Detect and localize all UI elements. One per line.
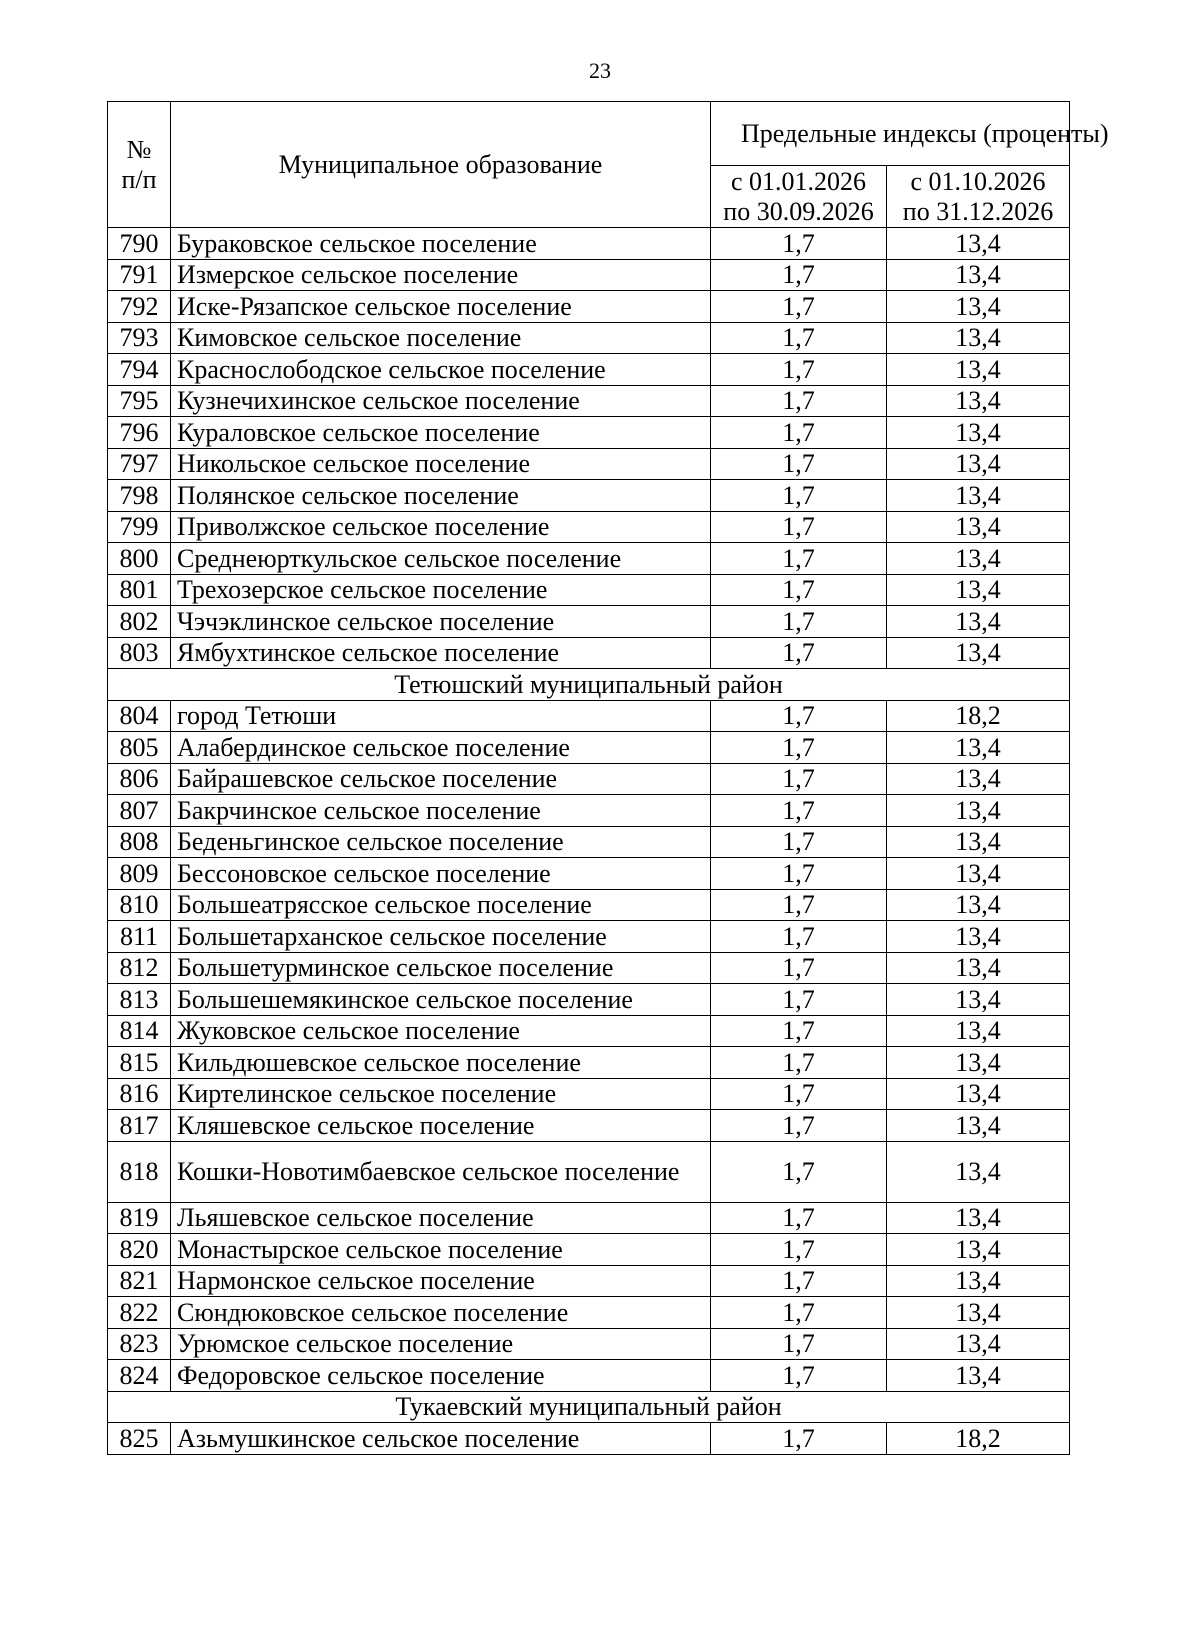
municipality-name: Приволжское сельское поселение: [171, 511, 711, 543]
table-header: [108, 102, 1109, 228]
index-period-1: 1,7: [711, 1141, 887, 1202]
index-period-1: 1,7: [711, 291, 887, 323]
municipality-name: Измерское сельское поселение: [171, 259, 711, 291]
row-number: 801: [108, 574, 171, 606]
index-period-2: 13,4: [887, 417, 1070, 449]
index-period-2: 13,4: [887, 637, 1070, 669]
municipality-name: Бакрчинское сельское поселение: [171, 795, 711, 827]
index-period-1: 1,7: [711, 448, 887, 480]
header-period-2: [887, 166, 1070, 228]
district-name: Тукаевский муниципальный район: [108, 1391, 1070, 1423]
row-number: 792: [108, 291, 171, 323]
municipality-name: Большеатрясское сельское поселение: [171, 889, 711, 921]
header-period-1-to: по 30.09.2026: [723, 196, 874, 226]
municipality-name: Льяшевское сельское поселение: [171, 1202, 711, 1234]
index-period-2: 13,4: [887, 732, 1070, 764]
row-number: 807: [108, 795, 171, 827]
index-period-1: 1,7: [711, 858, 887, 890]
row-number: 824: [108, 1360, 171, 1392]
index-period-2: 13,4: [887, 385, 1070, 417]
index-period-1: 1,7: [711, 322, 887, 354]
table-row: [108, 259, 1070, 291]
row-number: 816: [108, 1078, 171, 1110]
table-row: [108, 732, 1070, 764]
index-period-1: 1,7: [711, 417, 887, 449]
index-period-2: 13,4: [887, 448, 1070, 480]
index-period-2: 13,4: [887, 858, 1070, 890]
municipality-name: Кузнечихинское сельское поселение: [171, 385, 711, 417]
municipality-name: Кураловское сельское поселение: [171, 417, 711, 449]
index-period-1: 1,7: [711, 480, 887, 512]
municipality-name: Сюндюковское сельское поселение: [171, 1297, 711, 1329]
table-row: [108, 637, 1070, 669]
municipality-name: Никольское сельское поселение: [171, 448, 711, 480]
index-period-1: 1,7: [711, 1047, 887, 1079]
page-number: 23: [589, 58, 611, 83]
table-row: [108, 952, 1070, 984]
index-period-1: 1,7: [711, 1328, 887, 1360]
index-period-1: 1,7: [711, 732, 887, 764]
row-number: 797: [108, 448, 171, 480]
index-period-1: 1,7: [711, 228, 887, 260]
municipality-name: Федоровское сельское поселение: [171, 1360, 711, 1392]
row-number: 803: [108, 637, 171, 669]
row-number: 823: [108, 1328, 171, 1360]
index-period-2: 13,4: [887, 354, 1070, 386]
row-number: 804: [108, 700, 171, 732]
index-period-2: 13,4: [887, 921, 1070, 953]
index-period-1: 1,7: [711, 700, 887, 732]
row-number: 794: [108, 354, 171, 386]
index-period-1: 1,7: [711, 1297, 887, 1329]
municipality-name: Монастырское сельское поселение: [171, 1234, 711, 1266]
index-period-1: 1,7: [711, 1015, 887, 1047]
table-row: [108, 417, 1070, 449]
index-period-2: 13,4: [887, 1015, 1070, 1047]
index-period-1: 1,7: [711, 1360, 887, 1392]
index-period-1: 1,7: [711, 984, 887, 1016]
municipality-name: Киртелинское сельское поселение: [171, 1078, 711, 1110]
municipality-name: Беденьгинское сельское поселение: [171, 826, 711, 858]
row-number: 808: [108, 826, 171, 858]
municipality-name: Бессоновское сельское поселение: [171, 858, 711, 890]
index-period-1: 1,7: [711, 763, 887, 795]
row-number: 798: [108, 480, 171, 512]
row-number: 800: [108, 543, 171, 575]
index-period-2: 13,4: [887, 511, 1070, 543]
municipality-name: Большетарханское сельское поселение: [171, 921, 711, 953]
municipality-name: Нармонское сельское поселение: [171, 1265, 711, 1297]
row-number: 822: [108, 1297, 171, 1329]
row-number: 820: [108, 1234, 171, 1266]
municipality-name: Жуковское сельское поселение: [171, 1015, 711, 1047]
municipality-name: Ямбухтинское сельское поселение: [171, 637, 711, 669]
row-number: 795: [108, 385, 171, 417]
index-period-1: 1,7: [711, 259, 887, 291]
index-period-1: 1,7: [711, 1078, 887, 1110]
table-row: [108, 574, 1070, 606]
index-period-2: 13,4: [887, 228, 1070, 260]
row-number: 806: [108, 763, 171, 795]
row-number: 790: [108, 228, 171, 260]
row-number: 809: [108, 858, 171, 890]
municipality-name: Иске-Рязапское сельское поселение: [171, 291, 711, 323]
index-period-1: 1,7: [711, 952, 887, 984]
index-period-2: 13,4: [887, 1328, 1070, 1360]
index-period-2: 13,4: [887, 952, 1070, 984]
table-body: [108, 228, 1070, 1455]
municipality-name: Трехозерское сельское поселение: [171, 574, 711, 606]
table-row: [108, 448, 1070, 480]
index-period-2: 13,4: [887, 889, 1070, 921]
municipality-name: Азьмушкинское сельское поселение: [171, 1423, 711, 1455]
municipality-name: Кильдюшевское сельское поселение: [171, 1047, 711, 1079]
table-row: [108, 1360, 1070, 1392]
index-period-1: 1,7: [711, 889, 887, 921]
municipality-name: Кошки-Новотимбаевское сельское поселение: [171, 1141, 711, 1202]
index-period-1: 1,7: [711, 543, 887, 575]
table-row: [108, 1141, 1070, 1202]
index-period-1: 1,7: [711, 795, 887, 827]
index-period-2: 13,4: [887, 826, 1070, 858]
table-row: [108, 1202, 1070, 1234]
row-number: 802: [108, 606, 171, 638]
index-period-2: 18,2: [887, 1423, 1070, 1455]
header-period-2-from: с 01.10.2026: [910, 167, 1046, 197]
index-period-2: 13,4: [887, 1047, 1070, 1079]
table-row: [108, 889, 1070, 921]
table-row: [108, 1423, 1070, 1455]
index-period-1: 1,7: [711, 385, 887, 417]
district-name: Тетюшский муниципальный район: [108, 669, 1070, 701]
index-period-1: 1,7: [711, 511, 887, 543]
table-row: [108, 543, 1070, 575]
row-number: 814: [108, 1015, 171, 1047]
table-row: [108, 1265, 1070, 1297]
row-number: 799: [108, 511, 171, 543]
table-row: [108, 480, 1070, 512]
municipality-name: город Тетюши: [171, 700, 711, 732]
table-row: [108, 1015, 1070, 1047]
header-period-2-to: по 31.12.2026: [902, 196, 1054, 226]
municipality-name: Алабердинское сельское поселение: [171, 732, 711, 764]
index-period-2: 13,4: [887, 1141, 1070, 1202]
header-number: № п/п: [108, 102, 171, 228]
index-period-2: 13,4: [887, 1110, 1070, 1142]
row-number: 812: [108, 952, 171, 984]
table-row: [108, 1078, 1070, 1110]
municipality-name: Среднеюрткульское сельское поселение: [171, 543, 711, 575]
table-row: [108, 826, 1070, 858]
index-period-2: 13,4: [887, 543, 1070, 575]
municipality-name: Бураковское сельское поселение: [171, 228, 711, 260]
index-period-1: 1,7: [711, 826, 887, 858]
index-period-1: 1,7: [711, 1265, 887, 1297]
row-number: 825: [108, 1423, 171, 1455]
row-number: 813: [108, 984, 171, 1016]
table-row: [108, 1047, 1070, 1079]
index-period-2: 13,4: [887, 1202, 1070, 1234]
header-period-1: [711, 166, 887, 228]
table-row: [108, 322, 1070, 354]
row-number: 817: [108, 1110, 171, 1142]
table-row: [108, 1234, 1070, 1266]
municipality-name: Чэчэклинское сельское поселение: [171, 606, 711, 638]
table-row: [108, 228, 1070, 260]
header-period-1-from: с 01.01.2026: [730, 167, 867, 197]
table-row: [108, 1110, 1070, 1142]
table-row: [108, 921, 1070, 953]
header-municipality: Муниципальное образование: [171, 102, 711, 228]
row-number: 821: [108, 1265, 171, 1297]
tariff-index-table: [107, 101, 1109, 1455]
row-number: 811: [108, 921, 171, 953]
index-period-1: 1,7: [711, 921, 887, 953]
municipality-name: Байрашевское сельское поселение: [171, 763, 711, 795]
table-row: [108, 858, 1070, 890]
index-period-2: 13,4: [887, 259, 1070, 291]
table-row: [108, 606, 1070, 638]
index-period-2: 13,4: [887, 1297, 1070, 1329]
index-period-2: 13,4: [887, 1360, 1070, 1392]
row-number: 818: [108, 1141, 171, 1202]
index-period-1: 1,7: [711, 637, 887, 669]
row-number: 815: [108, 1047, 171, 1079]
municipality-name: Полянское сельское поселение: [171, 480, 711, 512]
index-period-2: 13,4: [887, 574, 1070, 606]
index-period-2: 13,4: [887, 1078, 1070, 1110]
municipality-name: Большетурминское сельское поселение: [171, 952, 711, 984]
index-period-1: 1,7: [711, 1423, 887, 1455]
municipality-name: Большешемякинское сельское поселение: [171, 984, 711, 1016]
row-number: 819: [108, 1202, 171, 1234]
index-period-1: 1,7: [711, 354, 887, 386]
municipality-name: Урюмское сельское поселение: [171, 1328, 711, 1360]
index-period-2: 13,4: [887, 984, 1070, 1016]
index-period-2: 13,4: [887, 795, 1070, 827]
municipality-name: Краснослободское сельское поселение: [171, 354, 711, 386]
table-row: [108, 511, 1070, 543]
table-row: [108, 1328, 1070, 1360]
index-period-2: 13,4: [887, 480, 1070, 512]
header-index-limits: Предельные индексы (проценты): [711, 102, 1070, 166]
table-row: [108, 1297, 1070, 1329]
table-row: [108, 700, 1070, 732]
index-period-2: 13,4: [887, 291, 1070, 323]
row-number: 805: [108, 732, 171, 764]
index-period-2: 13,4: [887, 606, 1070, 638]
table-row: [108, 795, 1070, 827]
index-period-1: 1,7: [711, 574, 887, 606]
table-row: [108, 763, 1070, 795]
table-row: [108, 354, 1070, 386]
row-number: 791: [108, 259, 171, 291]
district-group-row: [108, 669, 1070, 701]
index-period-2: 13,4: [887, 1234, 1070, 1266]
index-period-1: 1,7: [711, 1202, 887, 1234]
index-period-1: 1,7: [711, 1234, 887, 1266]
table-row: [108, 385, 1070, 417]
index-period-2: 13,4: [887, 322, 1070, 354]
index-period-2: 13,4: [887, 1265, 1070, 1297]
municipality-name: Кимовское сельское поселение: [171, 322, 711, 354]
row-number: 810: [108, 889, 171, 921]
index-period-1: 1,7: [711, 1110, 887, 1142]
municipality-name: Кляшевское сельское поселение: [171, 1110, 711, 1142]
table-row: [108, 291, 1070, 323]
index-period-1: 1,7: [711, 606, 887, 638]
index-period-2: 13,4: [887, 763, 1070, 795]
row-number: 796: [108, 417, 171, 449]
row-number: 793: [108, 322, 171, 354]
table-row: [108, 984, 1070, 1016]
index-period-2: 18,2: [887, 700, 1070, 732]
district-group-row: [108, 1391, 1070, 1423]
